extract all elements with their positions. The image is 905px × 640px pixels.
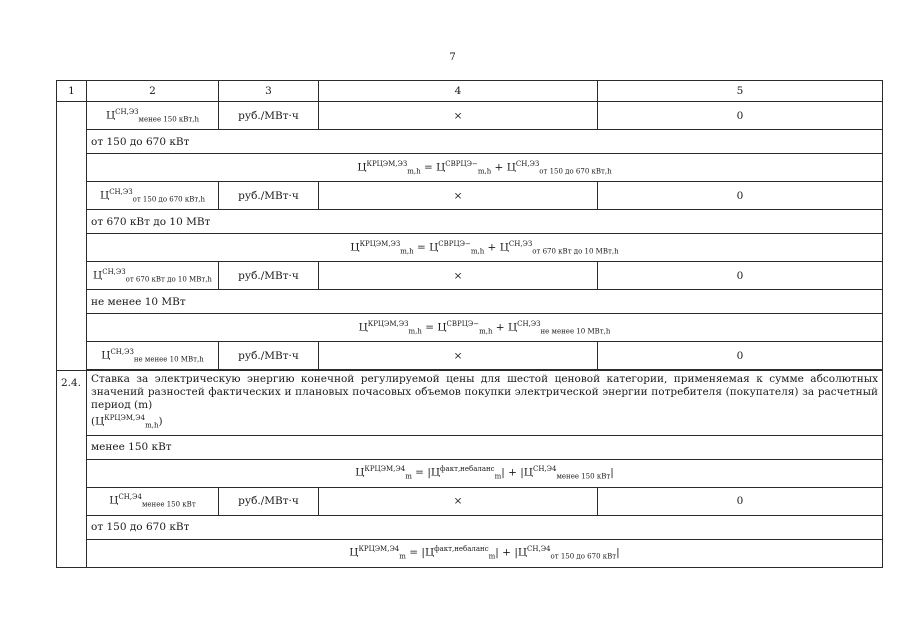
value-cell: 0 <box>598 342 883 370</box>
range-label: от 150 до 670 кВт <box>87 130 883 154</box>
table-row <box>57 435 883 459</box>
header-col-5: 5 <box>598 81 883 102</box>
row-number-empty <box>57 102 87 371</box>
range-label: менее 150 кВт <box>87 435 883 459</box>
tariff-table <box>56 80 883 568</box>
formula-cell: $Ц^{КРЦЭМ,ЭЗ}_{m,h} = Ц^{СВРЦЭ-}_{m,h} + Ц^{СН,ЭЗ}_{не менее 10 МВт,h}$ <box>87 314 883 342</box>
symbol-cell: $Ц^{СН,Э4}_{менее 150 кВт}$ <box>87 487 219 515</box>
table-row <box>57 234 883 262</box>
section-description: Ставка за электрическую энергию конечной регулируемой цены для шестой ценовой категории, применяемая к сумме абсолютных значений разностей фактических и плановых почасовых объемов покупки электрической энергии потребителя (покупателя) за расчетный период (m) $(Ц^{КРЦЭМ,Э4}_{m,h})$ <box>87 371 883 436</box>
header-col-1: 1 <box>57 81 87 102</box>
value-cell: 0 <box>598 182 883 210</box>
symbol-cell: $Ц^{СН,ЭЗ}_{от 670 кВт до 10 МВт,h}$ <box>87 262 219 290</box>
header-col-2: 2 <box>87 81 219 102</box>
unit-cell: руб./МВт·ч <box>219 262 319 290</box>
cross-cell: × <box>319 487 598 515</box>
table-row <box>57 342 883 370</box>
range-label: не менее 10 МВт <box>87 290 883 314</box>
range-label: от 670 кВт до 10 МВт <box>87 210 883 234</box>
value-cell: 0 <box>598 102 883 130</box>
section-row <box>57 371 883 436</box>
cross-cell: × <box>319 182 598 210</box>
table-row <box>57 130 883 154</box>
table-row <box>57 182 883 210</box>
cross-cell: × <box>319 102 598 130</box>
table-row <box>57 539 883 567</box>
unit-cell: руб./МВт·ч <box>219 487 319 515</box>
formula-cell: $Ц^{КРЦЭМ,Э4}_m = |Ц^{факт,небаланс}_m| + |Ц^{СН,Э4}_{менее 150 кВт}|$ <box>87 459 883 487</box>
table-row <box>57 262 883 290</box>
header-col-4: 4 <box>319 81 598 102</box>
unit-cell: руб./МВт·ч <box>219 102 319 130</box>
header-col-3: 3 <box>219 81 319 102</box>
table-row <box>57 515 883 539</box>
value-cell: 0 <box>598 262 883 290</box>
table-row <box>57 102 883 130</box>
table-row <box>57 487 883 515</box>
formula-cell: $Ц^{КРЦЭМ,ЭЗ}_{m,h} = Ц^{СВРЦЭ-}_{m,h} + Ц^{СН,ЭЗ}_{от 670 кВт до 10 МВт,h}$ <box>87 234 883 262</box>
cross-cell: × <box>319 342 598 370</box>
value-cell: 0 <box>598 487 883 515</box>
symbol-cell: $Ц^{СН,ЭЗ}_{менее 150 кВт,h}$ <box>87 102 219 130</box>
page-number: 7 <box>449 52 456 63</box>
table-row <box>57 314 883 342</box>
range-label: от 150 до 670 кВт <box>87 515 883 539</box>
formula-cell: $Ц^{КРЦЭМ,Э4}_m = |Ц^{факт,небаланс}_m| + |Ц^{СН,Э4}_{от 150 до 670 кВт}|$ <box>87 539 883 567</box>
table-row <box>57 290 883 314</box>
symbol-cell: $Ц^{СН,ЭЗ}_{от 150 до 670 кВт,h}$ <box>87 182 219 210</box>
table-row <box>57 154 883 182</box>
cross-cell: × <box>319 262 598 290</box>
unit-cell: руб./МВт·ч <box>219 342 319 370</box>
table-row <box>57 210 883 234</box>
table-row <box>57 459 883 487</box>
table-header-row <box>57 81 883 102</box>
formula-cell: $Ц^{КРЦЭМ,ЭЗ}_{m,h} = Ц^{СВРЦЭ-}_{m,h} + Ц^{СН,ЭЗ}_{от 150 до 670 кВт,h}$ <box>87 154 883 182</box>
section-number: 2.4. <box>57 371 87 568</box>
symbol-cell: $Ц^{СН,ЭЗ}_{не менее 10 МВт,h}$ <box>87 342 219 370</box>
unit-cell: руб./МВт·ч <box>219 182 319 210</box>
